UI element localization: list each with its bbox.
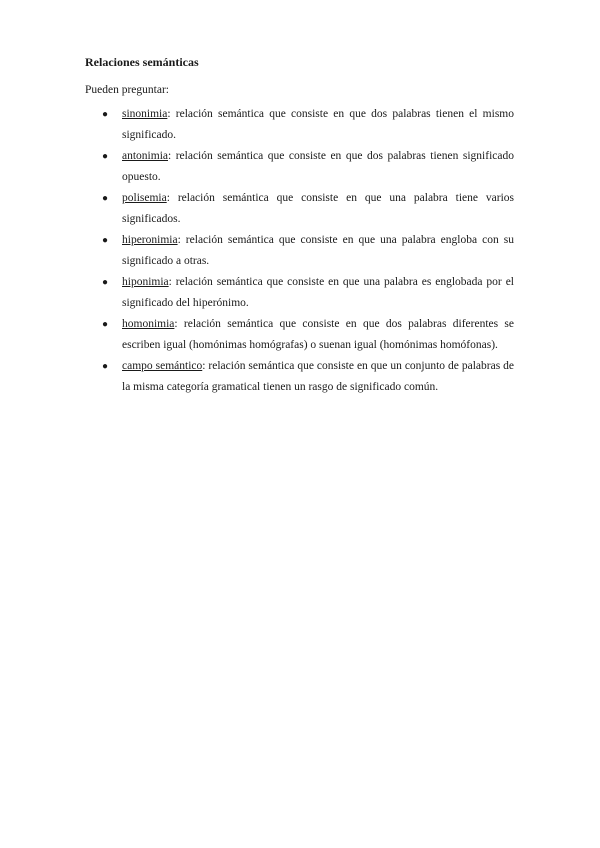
- bullet-icon: ●: [102, 277, 109, 288]
- bullet-icon: ●: [102, 319, 109, 330]
- term-polisemia: polisemia: [122, 192, 167, 204]
- definition-sinonimia: : relación semántica que consiste en que dos palabras tienen el mismo significado.: [122, 108, 514, 141]
- document-title: Relaciones semánticas: [85, 55, 199, 69]
- bullet-icon: ●: [102, 109, 109, 120]
- term-homonimia: homonimia: [122, 318, 175, 330]
- definition-campo-semantico: : relación semántica que consiste en que un conjunto de palabras de la misma categoría gramatical tienen un rasgo de significado común.: [122, 360, 514, 393]
- list-item-homonimia: [85, 314, 514, 356]
- list-item-polisemia: [85, 188, 514, 230]
- bullet-icon: ●: [102, 235, 109, 246]
- relations-list: [85, 104, 514, 398]
- list-item-hiponimia: [85, 272, 514, 314]
- bullet-icon: ●: [102, 193, 109, 204]
- term-hiponimia: hiponimia: [122, 276, 169, 288]
- intro-text: Pueden preguntar:: [85, 84, 169, 96]
- bullet-icon: ●: [102, 151, 109, 162]
- term-antonimia: antonimia: [122, 150, 168, 162]
- term-sinonimia: sinonimia: [122, 108, 168, 120]
- list-item-antonimia: [85, 146, 514, 188]
- list-item-sinonimia: [85, 104, 514, 146]
- definition-homonimia: : relación semántica que consiste en que dos palabras diferentes se escriben igual (homónimas homógrafas) o suenan igual (homónimas homófonas).: [122, 318, 514, 351]
- term-hiperonimia: hiperonimia: [122, 234, 178, 246]
- list-item-hiperonimia: [85, 230, 514, 272]
- bullet-icon: ●: [102, 361, 109, 372]
- definition-antonimia: : relación semántica que consiste en que dos palabras tienen significado opuesto.: [122, 150, 514, 183]
- list-item-campo-semantico: [85, 356, 514, 398]
- document-body: [85, 54, 514, 398]
- definition-hiponimia: : relación semántica que consiste en que una palabra es englobada por el significado del hiperónimo.: [122, 276, 514, 309]
- definition-hiperonimia: : relación semántica que consiste en que una palabra engloba con su significado a otras.: [122, 234, 514, 267]
- definition-polisemia: : relación semántica que consiste en que una palabra tiene varios significados.: [122, 192, 514, 225]
- term-campo-semantico: campo semántico: [122, 360, 203, 372]
